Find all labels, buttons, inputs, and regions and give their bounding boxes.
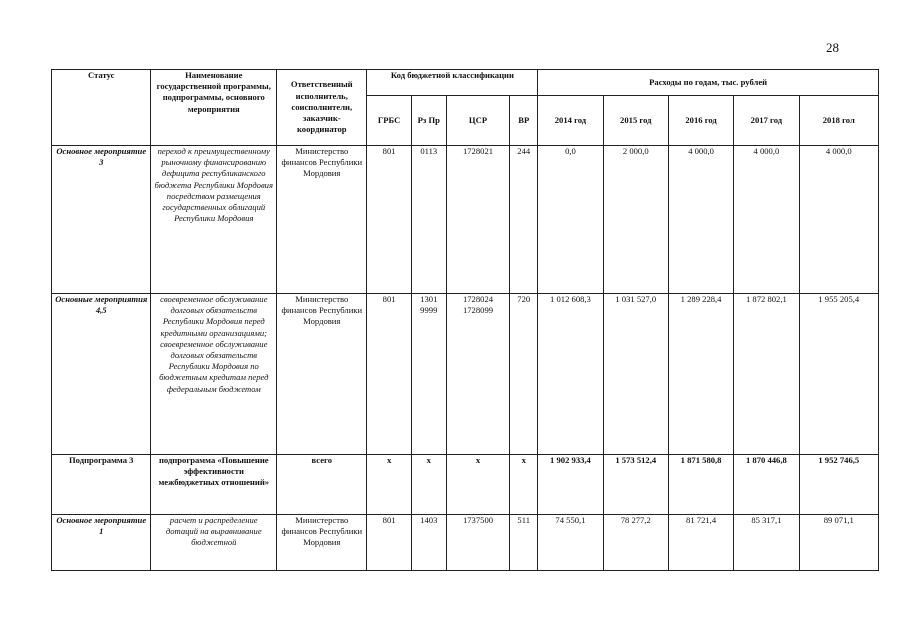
- row-name: подпрограмма «Повышение эффективности межбюджетных отношений»: [151, 455, 277, 515]
- row-2016: 1 871 580,8: [668, 455, 733, 515]
- header-2016: 2016 год: [668, 96, 733, 146]
- header-name: Наименование государственной программы, подпрограммы, основного мероприятия: [151, 70, 277, 146]
- table-row: [52, 146, 879, 294]
- header-2018: 2018 гол: [799, 96, 878, 146]
- table-row: [52, 455, 879, 515]
- row-2015: 1 031 527,0: [603, 294, 668, 455]
- page-number: 28: [826, 40, 839, 55]
- row-2017: 1 870 446,8: [734, 455, 799, 515]
- header-code-group: Код бюджетной классификации: [367, 70, 538, 96]
- row-name: переход к преимущественному рыночному финансированию дефицита республиканского бюджета Республики Мордовия посредством размещения государственных облигаций Республики Мордовия: [151, 146, 277, 294]
- row-grbs: 801: [367, 146, 411, 294]
- header-status: Статус: [52, 70, 151, 146]
- row-2015: 78 277,2: [603, 515, 668, 571]
- row-rzpr: 1301 9999: [411, 294, 446, 455]
- header-rzpr: Рз Пр: [411, 96, 446, 146]
- header-csr: ЦСР: [446, 96, 509, 146]
- header-executor: Ответственный исполнитель, соисполнители, заказчик-координатор: [277, 70, 367, 146]
- row-executor: Министерство финансов Республики Мордовия: [277, 515, 367, 571]
- row-grbs: 801: [367, 294, 411, 455]
- row-status: Основные мероприятия 4,5: [52, 294, 151, 455]
- row-vr: 511: [510, 515, 538, 571]
- header-expenses-group: Расходы по годам, тыс. рублей: [538, 70, 879, 96]
- header-vr: ВР: [510, 96, 538, 146]
- row-status: Основное мероприятие 1: [52, 515, 151, 571]
- row-2016: 81 721,4: [668, 515, 733, 571]
- row-2015: 2 000,0: [603, 146, 668, 294]
- row-name: расчет и распределение дотаций на выравнивание бюджетной: [151, 515, 277, 571]
- row-2018: 89 071,1: [799, 515, 878, 571]
- row-executor: Министерство финансов Республики Мордовия: [277, 294, 367, 455]
- row-executor: Министерство финансов Республики Мордовия: [277, 146, 367, 294]
- row-csr: 1728021: [446, 146, 509, 294]
- header-2014: 2014 год: [538, 96, 603, 146]
- row-csr: 1737500: [446, 515, 509, 571]
- header-2015: 2015 год: [603, 96, 668, 146]
- table-row: [52, 294, 879, 455]
- row-2014: 0,0: [538, 146, 603, 294]
- row-2018: 1 952 746,5: [799, 455, 878, 515]
- row-2015: 1 573 512,4: [603, 455, 668, 515]
- row-grbs: x: [367, 455, 411, 515]
- row-rzpr: 1403: [411, 515, 446, 571]
- row-2018: 4 000,0: [799, 146, 878, 294]
- budget-table: [51, 69, 879, 571]
- row-vr: 244: [510, 146, 538, 294]
- row-2016: 1 289 228,4: [668, 294, 733, 455]
- row-vr: x: [510, 455, 538, 515]
- header-2017: 2017 год: [734, 96, 799, 146]
- row-name: своевременное обслуживание долговых обязательств Республики Мордовия перед кредитными организациями; своевременное обслуживание долговых обязательств Республики Мордовия по бюджетным кредитам перед федеральным бюджетом: [151, 294, 277, 455]
- row-2014: 74 550,1: [538, 515, 603, 571]
- row-status: Подпрограмма 3: [52, 455, 151, 515]
- header-grbs: ГРБС: [367, 96, 411, 146]
- row-2017: 1 872 802,1: [734, 294, 799, 455]
- row-csr: 1728024 1728099: [446, 294, 509, 455]
- row-2016: 4 000,0: [668, 146, 733, 294]
- row-vr: 720: [510, 294, 538, 455]
- row-2017: 85 317,1: [734, 515, 799, 571]
- table-row: [52, 515, 879, 571]
- row-2014: 1 902 933,4: [538, 455, 603, 515]
- row-rzpr: x: [411, 455, 446, 515]
- row-rzpr: 0113: [411, 146, 446, 294]
- row-2017: 4 000,0: [734, 146, 799, 294]
- row-grbs: 801: [367, 515, 411, 571]
- row-executor: всего: [277, 455, 367, 515]
- row-status: Основное мероприятие 3: [52, 146, 151, 294]
- row-csr: x: [446, 455, 509, 515]
- row-2014: 1 012 608,3: [538, 294, 603, 455]
- row-2018: 1 955 205,4: [799, 294, 878, 455]
